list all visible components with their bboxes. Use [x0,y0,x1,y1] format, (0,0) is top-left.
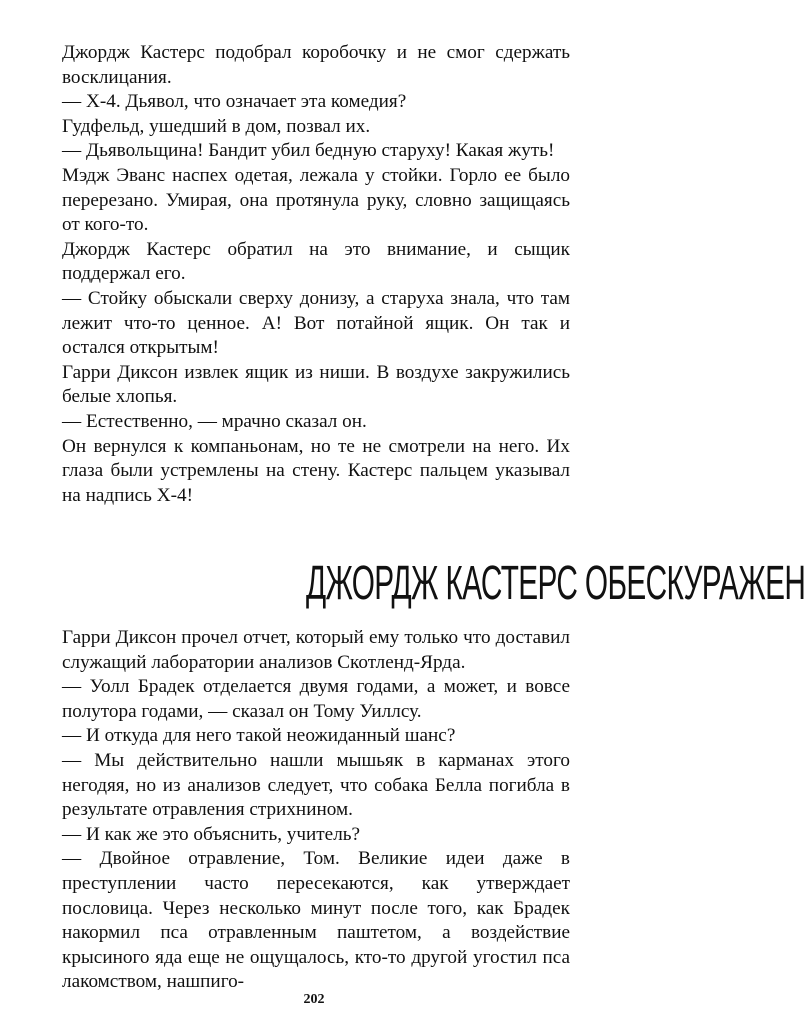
paragraph: Гарри Диксон извлек ящик из ниши. В воздухе закружились белые хлопья. [62,361,570,408]
paragraph: — Естественно, — мрачно сказал он. [62,410,367,432]
chapter-heading [0,556,805,612]
paragraph: — Дьявольщина! Бандит убил бедную старуху! Какая жуть! [62,140,555,162]
paragraph: — И как же это объяснить, учитель? [62,823,361,845]
chapter-heading-text: ДЖОРДЖ КАСТЕРС ОБЕСКУРАЖЕН [305,557,805,610]
paragraph: Джордж Кастерс обратил на это внимание, и сыщик поддержал его. [62,238,570,285]
paragraph: — Мы действительно нашли мышьяк в карманах этого негодяя, но из анализов следует, что собака Белла погибла в результате отравления стрихнином. [62,749,570,821]
paragraph: — Двойное отравление, Том. Великие идеи даже в преступлении часто пересекаются, как утверждает пословица. Через несколько минут после того, как Брадек накормил пса отравленным паштетом, а воздействие крысиного яда еще не ощущалось, кто-то другой угостил пса лакомством, нашпиго- [62,848,570,993]
page-number: 202 [303,992,325,1007]
paragraph: Мэдж Эванс наспех одетая, лежала у стойки. Горло ее было перерезано. Умирая, она протянула руку, словно защищаясь от кого-то. [62,164,570,236]
text-block-top [62,41,570,508]
paragraph: Джордж Кастерс подобрал коробочку и не смог сдержать восклицания. [62,42,570,88]
paragraph: Гарри Диксон прочел отчет, который ему только что доставил служащий лаборатории анализов Скотленд-Ярда. [62,627,570,673]
paragraph: — Стойку обыскали сверху донизу, а старуха знала, что там лежит что-то ценное. А! Вот потайной ящик. Он так и остался открытым! [62,287,570,359]
paragraph: Гудфельд, ушедший в дом, позвал их. [62,115,371,137]
paragraph: — Уолл Брадек отделается двумя годами, а может, и вовсе полутора годами, — сказал он Тому Уиллсу. [62,676,570,722]
paragraph: — И откуда для него такой неожиданный шанс? [62,725,456,747]
text-block-bottom [62,626,570,995]
paragraph: — Х-4. Дьявол, что означает эта комедия? [62,91,407,113]
paragraph: Он вернулся к компаньонам, но те не смотрели на него. Их глаза были устремлены на стену. Кастерс пальцем указывал на надпись Х-4! [62,435,570,506]
